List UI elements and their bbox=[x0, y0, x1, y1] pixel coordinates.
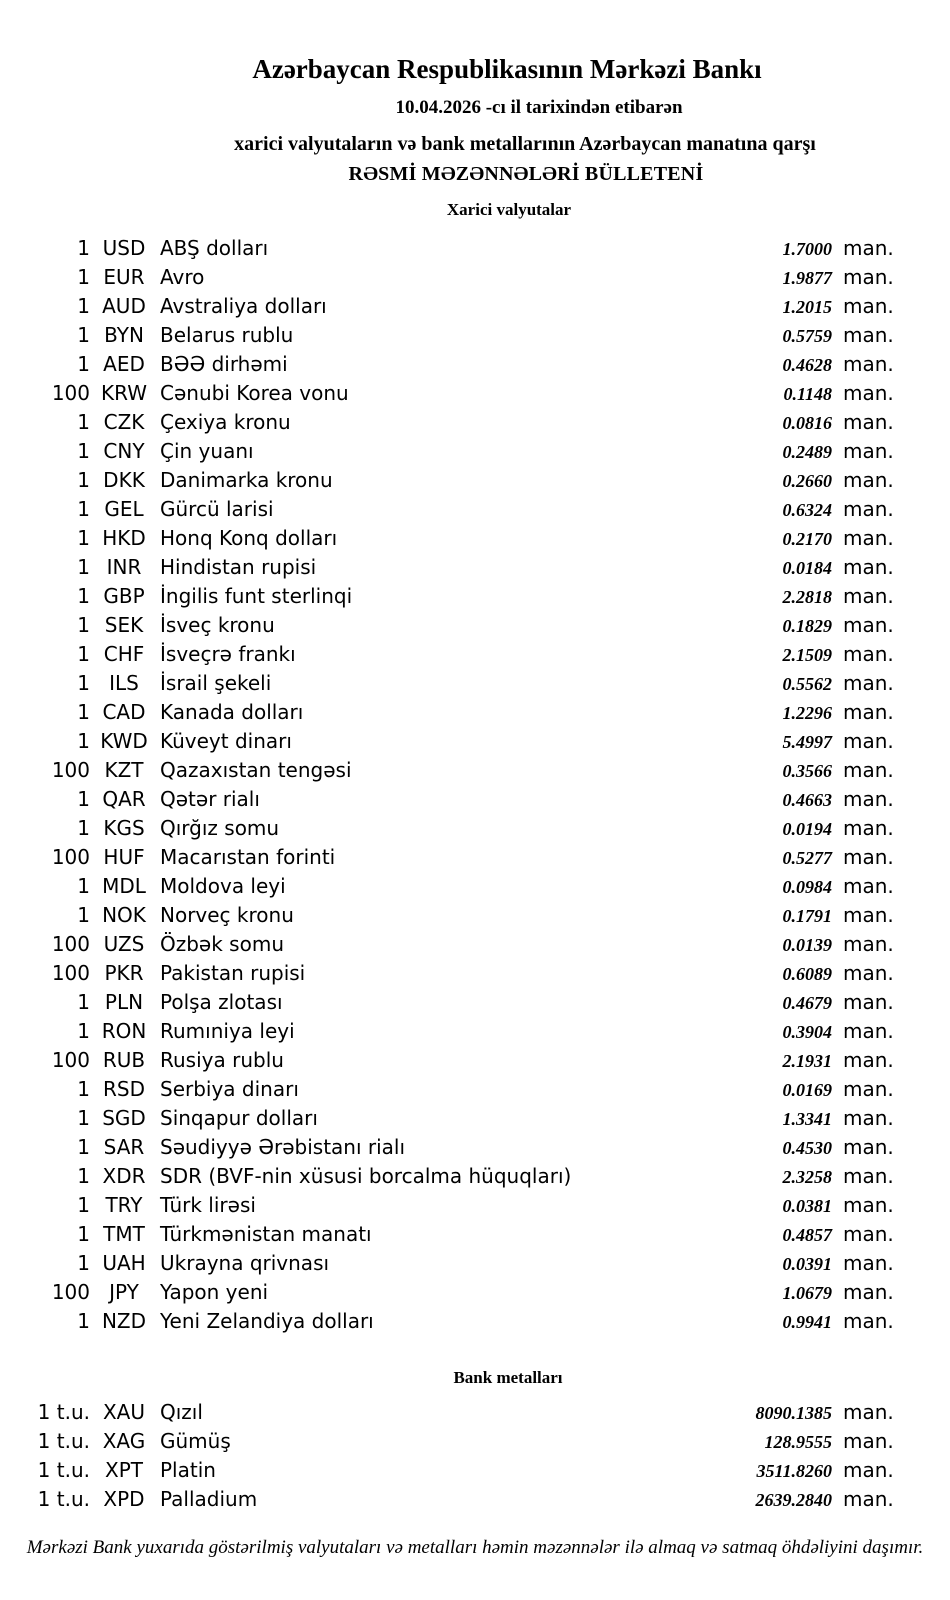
currency-name-cell: Yeni Zelandiya dolları bbox=[160, 1309, 374, 1333]
currency-name-cell: ABŞ dolları bbox=[160, 236, 269, 260]
quantity-cell: 1 bbox=[77, 1222, 90, 1246]
rate-value-cell: 0.9941 bbox=[782, 1312, 832, 1332]
unit-cell: man. bbox=[843, 1019, 894, 1043]
unit-cell: man. bbox=[843, 352, 894, 376]
unit-cell: man. bbox=[843, 758, 894, 782]
unit-cell: man. bbox=[843, 932, 894, 956]
currency-code-cell: KRW bbox=[101, 381, 147, 405]
rate-row bbox=[0, 930, 950, 959]
currency-name-cell: Belarus rublu bbox=[160, 323, 294, 347]
currency-code-cell: CHF bbox=[103, 642, 145, 666]
rate-value-cell: 0.1148 bbox=[783, 384, 832, 404]
unit-cell: man. bbox=[843, 468, 894, 492]
quantity-cell: 100 bbox=[51, 1048, 90, 1072]
quantity-cell: 1 bbox=[77, 787, 90, 811]
quantity-cell: 1 bbox=[77, 323, 90, 347]
currency-name-cell: Honq Konq dolları bbox=[160, 526, 338, 550]
currency-name-cell: Özbək somu bbox=[160, 932, 284, 956]
rate-row bbox=[0, 1278, 950, 1307]
rate-value-cell: 0.5759 bbox=[782, 326, 832, 346]
currency-code-cell: HKD bbox=[102, 526, 146, 550]
rate-value-cell: 0.2660 bbox=[782, 471, 832, 491]
unit-cell: man. bbox=[843, 845, 894, 869]
unit-cell: man. bbox=[843, 1429, 894, 1453]
unit-cell: man. bbox=[843, 903, 894, 927]
currency-name-cell: Palladium bbox=[160, 1487, 258, 1511]
currency-name-cell: Yapon yeni bbox=[160, 1280, 269, 1304]
rate-row bbox=[0, 814, 950, 843]
rate-value-cell: 0.0984 bbox=[782, 877, 832, 897]
currency-name-cell: Pakistan rupisi bbox=[160, 961, 306, 985]
currency-name-cell: İsveçrə frankı bbox=[160, 642, 296, 666]
currency-code-cell: UAH bbox=[102, 1251, 146, 1275]
rate-row bbox=[0, 727, 950, 756]
currencies-section-title: Xarici valyutalar bbox=[446, 200, 572, 219]
currency-code-cell: HUF bbox=[103, 845, 145, 869]
currency-name-cell: Rumıniya leyi bbox=[160, 1019, 295, 1043]
rate-row bbox=[0, 408, 950, 437]
currency-code-cell: PLN bbox=[104, 990, 144, 1014]
rate-row bbox=[0, 379, 950, 408]
rate-value-cell: 0.0381 bbox=[782, 1196, 832, 1216]
unit-cell: man. bbox=[843, 874, 894, 898]
currency-code-cell: GBP bbox=[103, 584, 145, 608]
disclaimer-text: Mərkəzi Bank yuxarıda göstərilmiş valyutaları və metalları həmin məzənnələr ilə almaq və satmaq öhdəliyini daşımır. bbox=[26, 1537, 924, 1558]
unit-cell: man. bbox=[843, 584, 894, 608]
currency-name-cell: Sinqapur dolları bbox=[160, 1106, 318, 1130]
quantity-cell: 1 bbox=[77, 613, 90, 637]
currency-code-cell: EUR bbox=[103, 265, 145, 289]
quantity-cell: 100 bbox=[51, 381, 90, 405]
rate-value-cell: 1.2015 bbox=[782, 297, 832, 317]
currency-name-cell: Küveyt dinarı bbox=[160, 729, 292, 753]
rate-value-cell: 2.3258 bbox=[782, 1167, 832, 1187]
quantity-cell: 1 bbox=[77, 468, 90, 492]
rate-value-cell: 128.9555 bbox=[764, 1432, 832, 1452]
rate-value-cell: 2.1931 bbox=[782, 1051, 832, 1071]
rate-row bbox=[0, 698, 950, 727]
currency-code-cell: PKR bbox=[104, 961, 144, 985]
currency-name-cell: Cənubi Korea vonu bbox=[160, 381, 349, 405]
currency-code-cell: JPY bbox=[109, 1280, 139, 1304]
unit-cell: man. bbox=[843, 1487, 894, 1511]
rate-value-cell: 0.1791 bbox=[782, 906, 832, 926]
rate-value-cell: 0.3904 bbox=[782, 1022, 832, 1042]
unit-cell: man. bbox=[843, 1222, 894, 1246]
unit-cell: man. bbox=[843, 1048, 894, 1072]
quantity-cell: 100 bbox=[51, 932, 90, 956]
currency-code-cell: DKK bbox=[103, 468, 145, 492]
rate-row bbox=[0, 843, 950, 872]
rate-row bbox=[0, 611, 950, 640]
rate-row bbox=[0, 1307, 950, 1336]
rate-value-cell: 0.5562 bbox=[782, 674, 832, 694]
currency-name-cell: Rusiya rublu bbox=[160, 1048, 284, 1072]
currency-name-cell: Çin yuanı bbox=[160, 439, 254, 463]
unit-cell: man. bbox=[843, 1251, 894, 1275]
rate-row bbox=[0, 1075, 950, 1104]
unit-cell: man. bbox=[843, 1077, 894, 1101]
quantity-cell: 1 bbox=[77, 816, 90, 840]
rate-row bbox=[0, 582, 950, 611]
rate-value-cell: 0.6324 bbox=[782, 500, 832, 520]
unit-cell: man. bbox=[843, 1458, 894, 1482]
currency-code-cell: QAR bbox=[102, 787, 146, 811]
rate-value-cell: 0.4857 bbox=[782, 1225, 832, 1245]
rate-value-cell: 2.2818 bbox=[782, 587, 832, 607]
quantity-cell: 1 bbox=[77, 874, 90, 898]
metals-table bbox=[0, 1398, 950, 1514]
currency-code-cell: SAR bbox=[103, 1135, 145, 1159]
currency-name-cell: Qətər rialı bbox=[160, 787, 260, 811]
quantity-cell: 1 t.u. bbox=[37, 1458, 90, 1482]
currency-code-cell: MDL bbox=[102, 874, 146, 898]
rate-value-cell: 1.0679 bbox=[782, 1283, 832, 1303]
rate-value-cell: 0.2170 bbox=[782, 529, 832, 549]
unit-cell: man. bbox=[843, 1135, 894, 1159]
rate-row bbox=[0, 1017, 950, 1046]
quantity-cell: 1 bbox=[77, 671, 90, 695]
rate-value-cell: 0.0169 bbox=[782, 1080, 832, 1100]
currency-code-cell: KWD bbox=[100, 729, 148, 753]
bulletin-title: RƏSMİ MƏZƏNNƏLƏRİ BÜLLETENİ bbox=[348, 163, 704, 185]
currency-name-cell: Platin bbox=[160, 1458, 216, 1482]
unit-cell: man. bbox=[843, 236, 894, 260]
rate-row bbox=[0, 756, 950, 785]
currency-code-cell: ILS bbox=[109, 671, 139, 695]
rate-row bbox=[0, 1133, 950, 1162]
currency-name-cell: Kanada dolları bbox=[160, 700, 304, 724]
rate-row bbox=[0, 669, 950, 698]
currency-code-cell: SGD bbox=[102, 1106, 146, 1130]
rate-value-cell: 0.2489 bbox=[782, 442, 832, 462]
quantity-cell: 1 bbox=[77, 294, 90, 318]
rate-row bbox=[0, 1191, 950, 1220]
currency-code-cell: INR bbox=[106, 555, 142, 579]
currency-name-cell: Qızıl bbox=[160, 1400, 203, 1424]
quantity-cell: 1 bbox=[77, 1251, 90, 1275]
rate-row bbox=[0, 1162, 950, 1191]
unit-cell: man. bbox=[843, 990, 894, 1014]
rate-row bbox=[0, 350, 950, 379]
currency-name-cell: Moldova leyi bbox=[160, 874, 286, 898]
currency-code-cell: CAD bbox=[102, 700, 146, 724]
quantity-cell: 1 bbox=[77, 1135, 90, 1159]
unit-cell: man. bbox=[843, 497, 894, 521]
quantity-cell: 1 bbox=[77, 555, 90, 579]
currency-code-cell: CNY bbox=[103, 439, 145, 463]
rate-row bbox=[0, 1398, 950, 1427]
rate-row bbox=[0, 466, 950, 495]
currency-name-cell: Ukrayna qrivnası bbox=[160, 1251, 330, 1275]
effective-date-line: 10.04.2026 -cı il tarixindən etibarən bbox=[395, 97, 683, 118]
currency-code-cell: TMT bbox=[103, 1222, 145, 1246]
currency-name-cell: Polşa zlotası bbox=[160, 990, 283, 1014]
currency-code-cell: GEL bbox=[104, 497, 144, 521]
unit-cell: man. bbox=[843, 439, 894, 463]
unit-cell: man. bbox=[843, 729, 894, 753]
rate-value-cell: 0.4628 bbox=[782, 355, 832, 375]
bank-name-title: Azərbaycan Respublikasının Mərkəzi Bankı bbox=[252, 54, 762, 84]
quantity-cell: 1 t.u. bbox=[37, 1429, 90, 1453]
unit-cell: man. bbox=[843, 816, 894, 840]
rate-row bbox=[0, 263, 950, 292]
rate-value-cell: 1.3341 bbox=[782, 1109, 832, 1129]
rate-row bbox=[0, 234, 950, 263]
currencies-table bbox=[0, 234, 950, 1336]
rate-row bbox=[0, 1456, 950, 1485]
currency-name-cell: Türk lirəsi bbox=[160, 1193, 256, 1217]
currency-name-cell: Serbiya dinarı bbox=[160, 1077, 299, 1101]
rate-value-cell: 0.0391 bbox=[782, 1254, 832, 1274]
unit-cell: man. bbox=[843, 787, 894, 811]
unit-cell: man. bbox=[843, 642, 894, 666]
currency-name-cell: İngilis funt sterlinqi bbox=[160, 584, 353, 608]
currency-code-cell: BYN bbox=[104, 323, 144, 347]
rate-value-cell: 1.7000 bbox=[782, 239, 832, 259]
rate-value-cell: 0.4530 bbox=[782, 1138, 832, 1158]
rate-value-cell: 5.4997 bbox=[782, 732, 832, 752]
rate-value-cell: 0.3566 bbox=[782, 761, 832, 781]
rate-value-cell: 3511.8260 bbox=[756, 1461, 832, 1481]
currency-name-cell: İsrail şekeli bbox=[160, 671, 272, 695]
quantity-cell: 1 bbox=[77, 1164, 90, 1188]
rate-row bbox=[0, 1485, 950, 1514]
quantity-cell: 1 bbox=[77, 236, 90, 260]
currency-name-cell: Qazaxıstan tengəsi bbox=[160, 758, 352, 782]
rate-row bbox=[0, 292, 950, 321]
rate-value-cell: 0.0139 bbox=[782, 935, 832, 955]
currency-code-cell: XPD bbox=[103, 1487, 145, 1511]
currency-code-cell: RUB bbox=[102, 1048, 146, 1072]
currency-code-cell: AUD bbox=[102, 294, 146, 318]
rate-row bbox=[0, 901, 950, 930]
currency-name-cell: Macarıstan forinti bbox=[160, 845, 336, 869]
rate-value-cell: 0.4679 bbox=[782, 993, 832, 1013]
currency-code-cell: XAG bbox=[102, 1429, 146, 1453]
currency-name-cell: BƏƏ dirhəmi bbox=[160, 352, 288, 376]
rate-row bbox=[0, 872, 950, 901]
currency-name-cell: SDR (BVF-nin xüsusi borcalma hüquqları) bbox=[160, 1164, 572, 1188]
rate-value-cell: 0.1829 bbox=[782, 616, 832, 636]
rate-row bbox=[0, 437, 950, 466]
rate-value-cell: 2.1509 bbox=[782, 645, 832, 665]
quantity-cell: 1 t.u. bbox=[37, 1487, 90, 1511]
currency-name-cell: Səudiyyə Ərəbistanı rialı bbox=[160, 1135, 406, 1159]
currency-name-cell: Avro bbox=[160, 265, 205, 289]
unit-cell: man. bbox=[843, 381, 894, 405]
currency-code-cell: CZK bbox=[103, 410, 145, 434]
quantity-cell: 1 bbox=[77, 1193, 90, 1217]
currency-code-cell: KZT bbox=[104, 758, 144, 782]
currency-name-cell: Hindistan rupisi bbox=[160, 555, 317, 579]
quantity-cell: 1 bbox=[77, 584, 90, 608]
currency-code-cell: AED bbox=[103, 352, 145, 376]
rate-value-cell: 2639.2840 bbox=[755, 1490, 832, 1510]
currency-code-cell: XDR bbox=[102, 1164, 146, 1188]
quantity-cell: 100 bbox=[51, 845, 90, 869]
rate-row bbox=[0, 959, 950, 988]
currency-code-cell: SEK bbox=[104, 613, 144, 637]
unit-cell: man. bbox=[843, 1280, 894, 1304]
rate-row bbox=[0, 1220, 950, 1249]
rate-row bbox=[0, 1249, 950, 1278]
currency-name-cell: İsveç kronu bbox=[160, 613, 275, 637]
currency-code-cell: NOK bbox=[102, 903, 146, 927]
rate-value-cell: 0.0184 bbox=[782, 558, 832, 578]
quantity-cell: 1 bbox=[77, 497, 90, 521]
unit-cell: man. bbox=[843, 1106, 894, 1130]
currency-name-cell: Gürcü larisi bbox=[160, 497, 274, 521]
rate-value-cell: 0.0194 bbox=[782, 819, 832, 839]
quantity-cell: 100 bbox=[51, 1280, 90, 1304]
quantity-cell: 1 bbox=[77, 642, 90, 666]
quantity-cell: 1 bbox=[77, 1077, 90, 1101]
currency-name-cell: Çexiya kronu bbox=[160, 410, 291, 434]
currency-code-cell: XPT bbox=[105, 1458, 143, 1482]
currency-name-cell: Danimarka kronu bbox=[160, 468, 333, 492]
unit-cell: man. bbox=[843, 700, 894, 724]
metals-section-title: Bank metalları bbox=[453, 1368, 563, 1387]
rate-value-cell: 0.6089 bbox=[782, 964, 832, 984]
quantity-cell: 1 bbox=[77, 265, 90, 289]
quantity-cell: 1 bbox=[77, 903, 90, 927]
currency-name-cell: Norveç kronu bbox=[160, 903, 294, 927]
rate-value-cell: 1.9877 bbox=[782, 268, 832, 288]
rate-row bbox=[0, 1427, 950, 1456]
currency-name-cell: Qırğız somu bbox=[160, 816, 280, 840]
currency-name-cell: Türkmənistan manatı bbox=[160, 1222, 372, 1246]
unit-cell: man. bbox=[843, 526, 894, 550]
quantity-cell: 1 bbox=[77, 1309, 90, 1333]
unit-cell: man. bbox=[843, 671, 894, 695]
currency-code-cell: UZS bbox=[103, 932, 145, 956]
subtitle-line: xarici valyutaların və bank metallarının Azərbaycan manatına qarşı bbox=[234, 133, 816, 155]
quantity-cell: 100 bbox=[51, 961, 90, 985]
currency-name-cell: Avstraliya dolları bbox=[160, 294, 327, 318]
unit-cell: man. bbox=[843, 961, 894, 985]
quantity-cell: 1 t.u. bbox=[37, 1400, 90, 1424]
currency-code-cell: USD bbox=[102, 236, 146, 260]
quantity-cell: 1 bbox=[77, 352, 90, 376]
currency-name-cell: Gümüş bbox=[160, 1429, 231, 1453]
quantity-cell: 100 bbox=[51, 758, 90, 782]
currency-code-cell: RSD bbox=[103, 1077, 145, 1101]
rate-row bbox=[0, 321, 950, 350]
quantity-cell: 1 bbox=[77, 1106, 90, 1130]
rate-row bbox=[0, 640, 950, 669]
quantity-cell: 1 bbox=[77, 990, 90, 1014]
quantity-cell: 1 bbox=[77, 1019, 90, 1043]
rate-value-cell: 0.5277 bbox=[782, 848, 832, 868]
unit-cell: man. bbox=[843, 555, 894, 579]
currency-code-cell: TRY bbox=[105, 1193, 143, 1217]
rate-row bbox=[0, 1104, 950, 1133]
unit-cell: man. bbox=[843, 613, 894, 637]
rate-value-cell: 8090.1385 bbox=[755, 1403, 832, 1423]
rate-row bbox=[0, 495, 950, 524]
rate-value-cell: 1.2296 bbox=[782, 703, 832, 723]
unit-cell: man. bbox=[843, 410, 894, 434]
quantity-cell: 1 bbox=[77, 439, 90, 463]
rate-row bbox=[0, 1046, 950, 1075]
rate-row bbox=[0, 524, 950, 553]
unit-cell: man. bbox=[843, 1309, 894, 1333]
currency-code-cell: KGS bbox=[103, 816, 145, 840]
quantity-cell: 1 bbox=[77, 729, 90, 753]
rate-row bbox=[0, 553, 950, 582]
quantity-cell: 1 bbox=[77, 410, 90, 434]
currency-code-cell: RON bbox=[101, 1019, 147, 1043]
unit-cell: man. bbox=[843, 323, 894, 347]
rate-value-cell: 0.0816 bbox=[782, 413, 832, 433]
quantity-cell: 1 bbox=[77, 526, 90, 550]
rate-row bbox=[0, 988, 950, 1017]
rate-row bbox=[0, 785, 950, 814]
rate-value-cell: 0.4663 bbox=[782, 790, 832, 810]
unit-cell: man. bbox=[843, 1400, 894, 1424]
currency-code-cell: NZD bbox=[101, 1309, 147, 1333]
quantity-cell: 1 bbox=[77, 700, 90, 724]
unit-cell: man. bbox=[843, 1164, 894, 1188]
unit-cell: man. bbox=[843, 1193, 894, 1217]
unit-cell: man. bbox=[843, 265, 894, 289]
currency-code-cell: XAU bbox=[102, 1400, 146, 1424]
unit-cell: man. bbox=[843, 294, 894, 318]
